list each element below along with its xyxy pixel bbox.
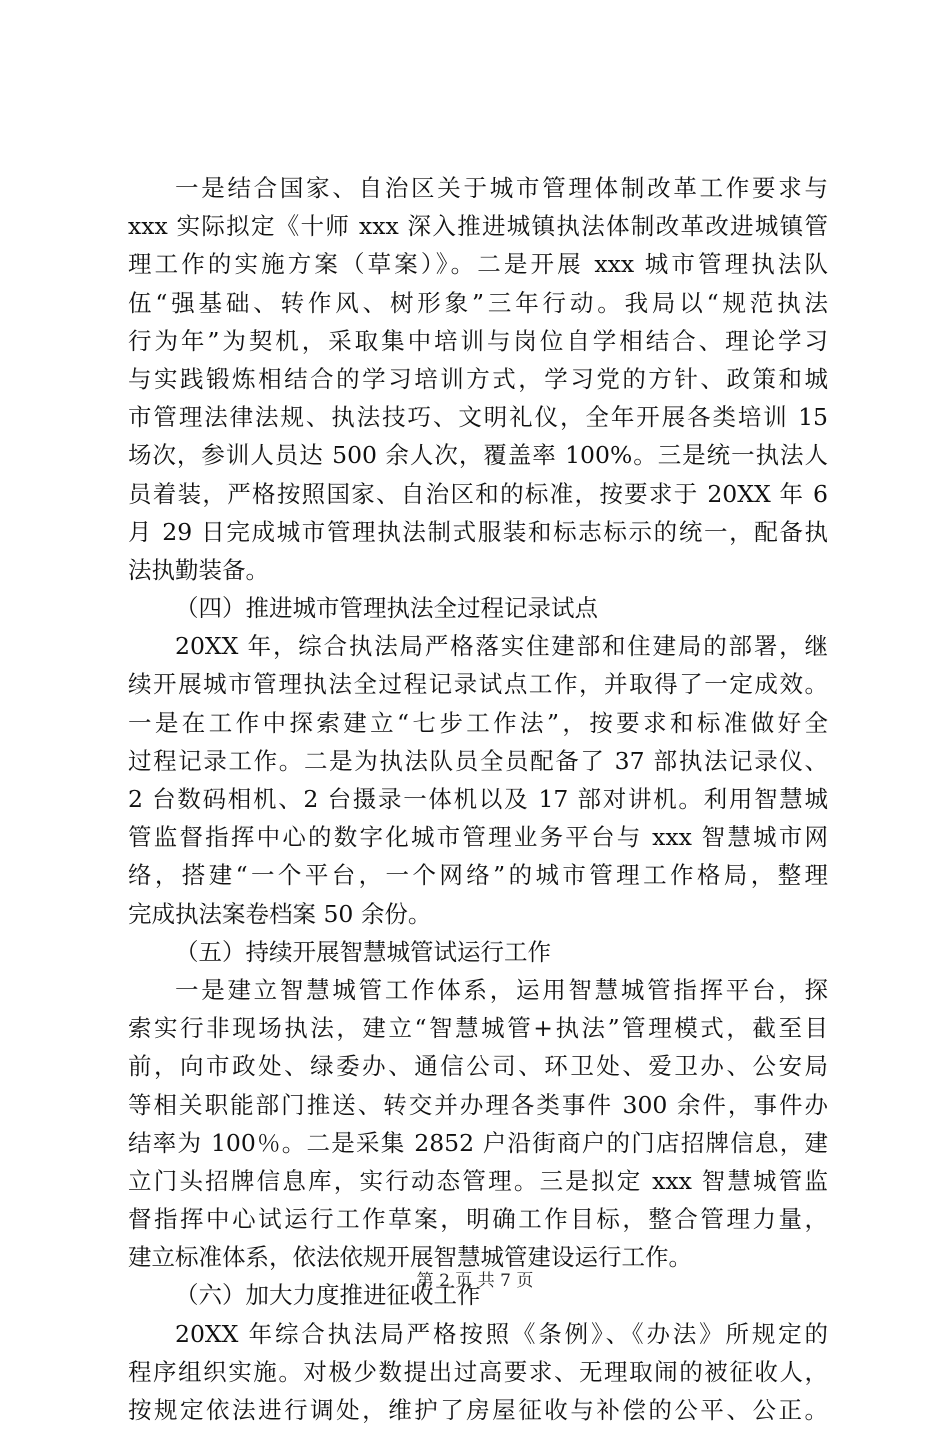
paragraph-line: 20XX 年综合执法局严格按照《条例》、《办法》所规定的 (175, 1319, 828, 1348)
page-footer: 第 2 页 共 7 页 (416, 1271, 534, 1291)
paragraph-line: 月 29 日完成城市管理执法制式服装和标志标示的统一，配备执 (128, 517, 828, 546)
paragraph-line: xxx 实际拟定《十师 xxx 深入推进城镇执法体制改革改进城镇管 (128, 212, 828, 241)
paragraph-line: 法执勤装备。 (128, 555, 269, 584)
paragraph-line: 按规定依法进行调处，维护了房屋征收与补偿的公平、公正。 (128, 1396, 828, 1424)
paragraph-line: 络，搭建“一个平台，一个网络”的城市管理工作格局，整理 (128, 861, 828, 890)
paragraph-line: 理工作的实施方案（草案）》。二是开展 xxx 城市管理执法队 (128, 250, 828, 279)
paragraph-line: 程序组织实施。对极少数提出过高要求、无理取闹的被征收人， (128, 1357, 828, 1386)
paragraph-line: 续开展城市管理执法全过程记录试点工作，并取得了一定成效。 (128, 670, 828, 699)
paragraph-line: 结率为 100％。二是采集 2852 户沿街商户的门店招牌信息，建 (128, 1128, 828, 1157)
paragraph-line: 一是在工作中探索建立“七步工作法”，按要求和标准做好全 (128, 708, 828, 737)
paragraph-line: 与实践锻炼相结合的学习培训方式，学习党的方针、政策和城 (128, 364, 828, 393)
paragraph-line: 一是结合国家、自治区关于城市管理体制改革工作要求与 (175, 174, 828, 202)
paragraph-line: 20XX 年，综合执法局严格落实住建部和住建局的部署，继 (175, 632, 828, 661)
section-heading: （五）持续开展智慧城管试运行工作 (175, 937, 551, 966)
paragraph-line: 督指挥中心试运行工作草案，明确工作目标，整合管理力量， (128, 1205, 828, 1234)
paragraph-line: 管监督指挥中心的数字化城市管理业务平台与 xxx 智慧城市网 (128, 823, 828, 852)
paragraph-line: 建立标准体系，依法依规开展智慧城管建设运行工作。 (128, 1243, 692, 1272)
paragraph-line: 2 台数码相机、2 台摄录一体机以及 17 部对讲机。利用智慧城 (128, 785, 828, 813)
paragraph-line: 完成执法案卷档案 50 余份。 (128, 899, 432, 928)
document-body (128, 169, 828, 1429)
section-heading: （六）加大力度推进征收工作 (175, 1281, 481, 1310)
paragraph-line: 索实行非现场执法，建立“智慧城管+执法”管理模式，截至目 (128, 1014, 828, 1043)
paragraph-line: 立门头招牌信息库，实行动态管理。三是拟定 xxx 智慧城管监 (128, 1166, 828, 1195)
paragraph-line: 员着装，严格按照国家、自治区和的标准，按要求于 20XX 年 6 (128, 479, 828, 508)
paragraph-line: 前，向市政处、绿委办、通信公司、环卫处、爱卫办、公安局 (128, 1052, 828, 1081)
paragraph-line: 场次，参训人员达 500 余人次，覆盖率 100%。三是统一执法人 (128, 441, 828, 470)
paragraph-line: 伍“强基础、转作风、树形象”三年行动。我局以“规范执法 (128, 288, 828, 317)
paragraph-line: 行为年”为契机，采取集中培训与岗位自学相结合、理论学习 (128, 326, 828, 355)
paragraph-line: 等相关职能部门推送、转交并办理各类事件 300 余件，事件办 (128, 1090, 828, 1119)
paragraph-line: 市管理法律法规、执法技巧、文明礼仪，全年开展各类培训 15 (128, 403, 828, 432)
paragraph-line: 过程记录工作。二是为执法队员全员配备了 37 部执法记录仪、 (128, 746, 828, 775)
section-heading: （四）推进城市管理执法全过程记录试点 (175, 594, 598, 623)
paragraph-line: 一是建立智慧城管工作体系，运用智慧城管指挥平台，探 (175, 975, 828, 1004)
